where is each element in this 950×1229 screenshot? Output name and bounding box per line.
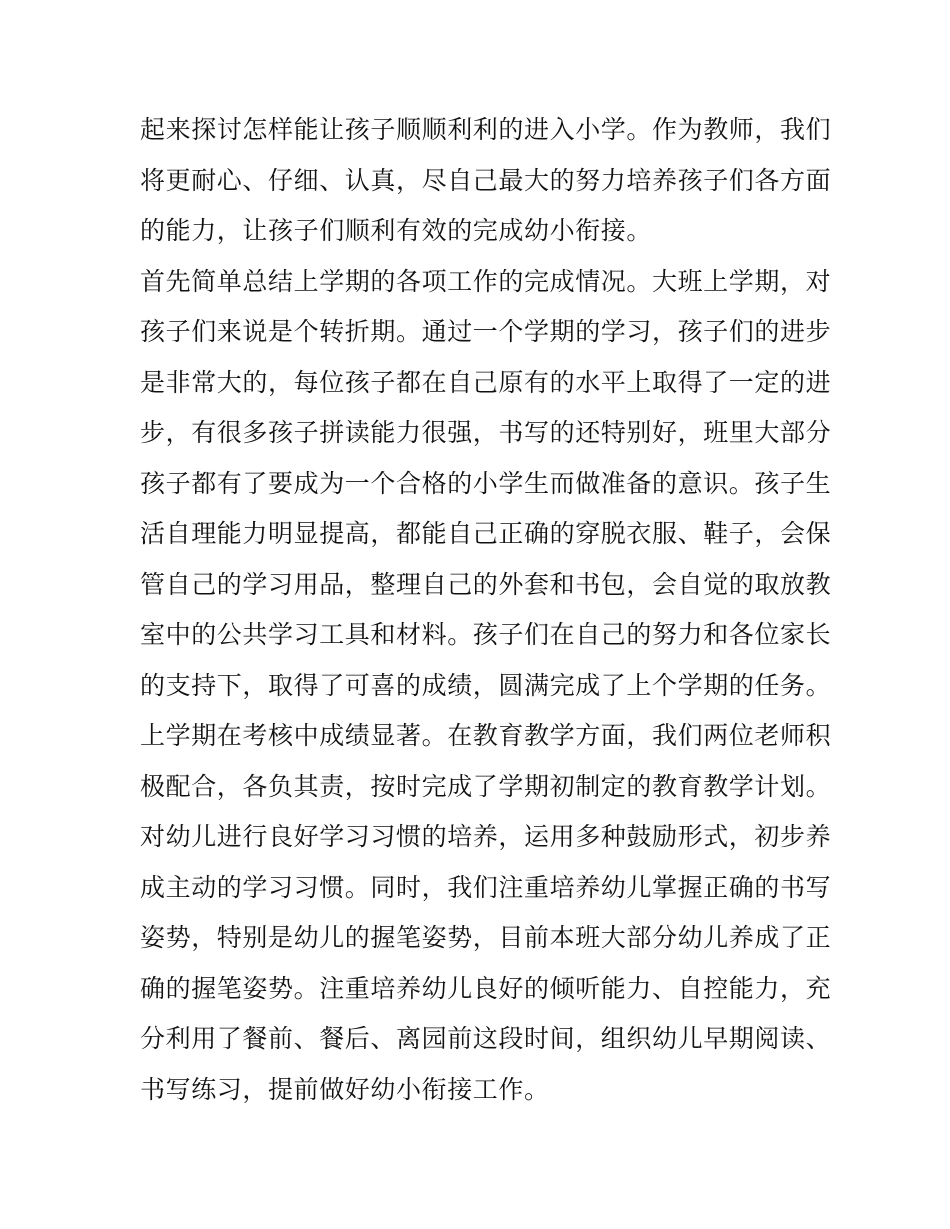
text-line: 的支持下，取得了可喜的成绩，圆满完成了上个学期的任务。 — [140, 670, 832, 700]
text-line: 的能力，让孩子们顺利有效的完成幼小衔接。 — [140, 216, 653, 245]
text-line: 步，有很多孩子拼读能力很强，书写的还特别好，班里大部分 — [140, 418, 832, 447]
text-line: 分利用了餐前、餐后、离园前这段时间，组织幼儿早期阅读、 — [140, 1024, 832, 1053]
text-line: 活自理能力明显提高，都能自己正确的穿脱衣服、鞋子，会保 — [140, 519, 832, 548]
text-line: 姿势，特别是幼儿的握笔姿势，目前本班大部分幼儿养成了正 — [140, 923, 832, 952]
text-line: 起来探讨怎样能让孩子顺顺利利的进入小学。作为教师，我们 — [140, 115, 832, 144]
text-line: 管自己的学习用品，整理自己的外套和书包，会自觉的取放教 — [140, 569, 832, 599]
text-line: 确的握笔姿势。注重培养幼儿良好的倾听能力、自控能力，充 — [140, 973, 832, 1003]
text-line: 是非常大的，每位孩子都在自己原有的水平上取得了一定的进 — [140, 367, 832, 397]
text-line: 首先简单总结上学期的各项工作的完成情况。大班上学期，对 — [140, 266, 832, 296]
body-text — [140, 105, 832, 1115]
text-line: 极配合，各负其责，按时完成了学期初制定的教育教学计划。 — [140, 771, 832, 801]
text-line: 对幼儿进行良好学习习惯的培养，运用多种鼓励形式，初步养 — [140, 822, 832, 851]
text-line: 上学期在考核中成绩显著。在教育教学方面，我们两位老师积 — [140, 721, 832, 750]
text-line: 室中的公共学习工具和材料。孩子们在自己的努力和各位家长 — [140, 620, 832, 649]
text-line: 孩子都有了要成为一个合格的小学生而做准备的意识。孩子生 — [140, 468, 832, 498]
text-line: 将更耐心、仔细、认真，尽自己最大的努力培养孩子们各方面 — [140, 165, 832, 195]
text-line: 成主动的学习习惯。同时，我们注重培养幼儿掌握正确的书写 — [140, 872, 832, 902]
text-line: 书写练习，提前做好幼小衔接工作。 — [140, 1074, 550, 1104]
text-line: 孩子们来说是个转折期。通过一个学期的学习，孩子们的进步 — [140, 317, 832, 346]
